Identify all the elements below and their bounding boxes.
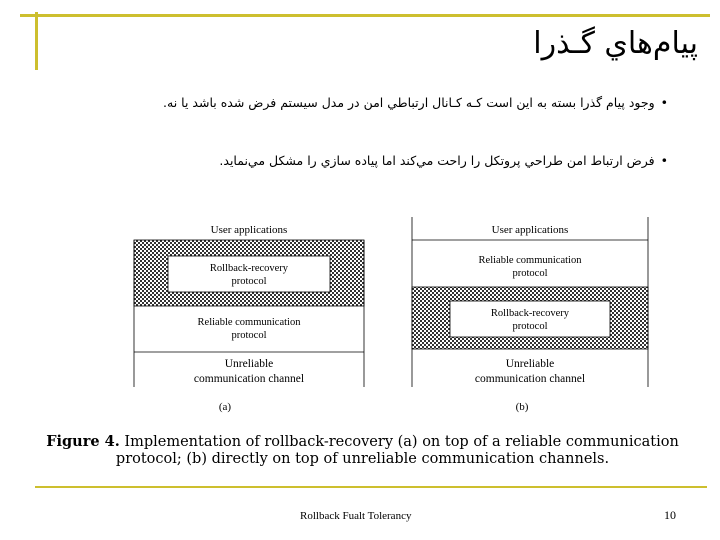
footer-rule xyxy=(35,486,707,488)
b-middle-line2: protocol xyxy=(512,321,548,332)
bullet-2 xyxy=(38,150,668,172)
figure-caption xyxy=(40,433,685,468)
bullet-marker: • xyxy=(660,95,668,110)
a-middle-line2: protocol xyxy=(231,276,267,287)
header-rule xyxy=(20,14,710,17)
slide-title: پيام‌هاي گـذرا xyxy=(533,26,698,61)
b-upper-line2: protocol xyxy=(512,268,548,279)
a-lower-line2: protocol xyxy=(231,330,267,341)
figure-diagram xyxy=(120,212,680,417)
a-middle-line1: Rollback-recovery xyxy=(209,263,289,274)
b-upper-line1: Reliable communication xyxy=(478,255,582,266)
b-middle-line1: Rollback-recovery xyxy=(490,308,570,319)
diagram-b xyxy=(412,217,648,413)
b-top-label: User applications xyxy=(491,224,569,236)
left-accent-rule xyxy=(35,12,38,70)
b-label: (b) xyxy=(515,401,529,413)
page-number: 10 xyxy=(664,508,676,522)
a-lower-line1: Reliable communication xyxy=(197,317,301,328)
figure-caption-text: Implementation of rollback-recovery (a) on top of a reliable communication protocol; (b) directly on top of unreliable communication channels. xyxy=(115,434,679,467)
figure-caption-label: Figure 4. xyxy=(46,433,120,450)
b-bottom-line2: communication channel xyxy=(474,373,586,385)
bullet-marker: • xyxy=(660,153,668,168)
footer-title: Rollback Fualt Tolerancy xyxy=(300,510,412,522)
bullet-1 xyxy=(38,92,668,114)
b-bottom-line1: Unreliable xyxy=(505,358,555,370)
diagram-a xyxy=(134,224,364,413)
bullet-1-text: وجود پيام گذرا بسته به اين است كـه كـانال ارتباطي امن در مدل سيستم فرض شده باشد يا نه. xyxy=(163,95,655,110)
a-bottom-line2: communication channel xyxy=(193,373,305,385)
a-label: (a) xyxy=(218,401,232,413)
a-top-label: User applications xyxy=(210,224,288,236)
a-bottom-line1: Unreliable xyxy=(224,358,274,370)
bullet-2-text: فرض ارتباط امن طراحي پروتكل را راحت مي‌كند اما پياده سازي را مشكل مي‌نمايد. xyxy=(219,153,655,168)
